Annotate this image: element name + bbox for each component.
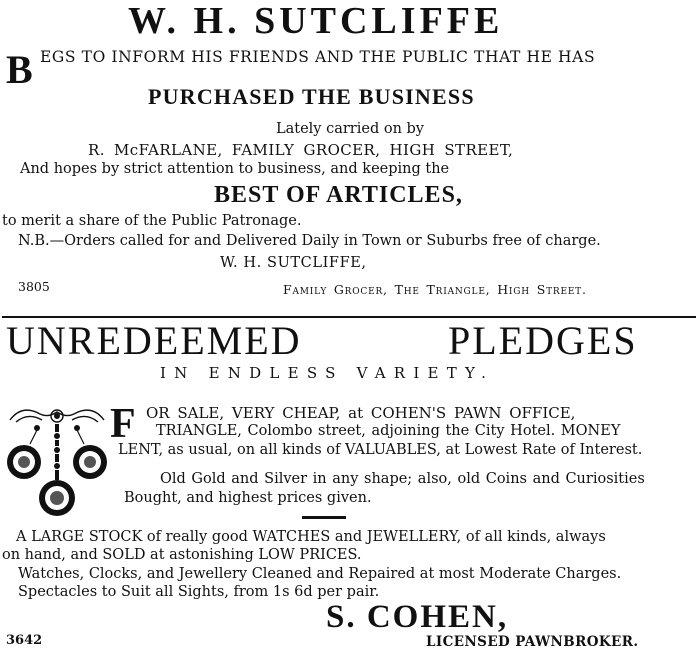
purchased-headline: PURCHASED THE BUSINESS: [148, 84, 475, 109]
intro-line: EGS TO INFORM HIS FRIENDS AND THE PUBLIC THAT HE HAS: [40, 48, 596, 66]
for-sale-line-2: TRIANGLE, Colombo street, adjoining the City Hotel. MONEY: [156, 423, 621, 439]
pledges-heading: PLEDGES: [448, 318, 638, 363]
previous-owner-line: R. McFARLANE, FAMILY GROCER, HIGH STREET,: [88, 141, 514, 159]
short-divider: [302, 516, 346, 519]
merit-line: to merit a share of the Public Patronage.: [2, 213, 302, 229]
licensed-pawnbroker-title: LICENSED PAWNBROKER.: [426, 634, 639, 650]
best-of-articles: BEST OF ARTICLES,: [214, 182, 463, 208]
old-gold-line-1: Old Gold and Silver in any shape; also, old Coins and Curiosities: [160, 471, 645, 487]
old-gold-line-2: Bought, and highest prices given.: [124, 490, 372, 506]
large-stock-line-1: A LARGE STOCK of really good WATCHES and JEWELLERY, of all kinds, always: [16, 529, 606, 545]
ad2-reference-number: 3642: [6, 633, 43, 648]
repairs-line: Watches, Clocks, and Jewellery Cleaned and Repaired at most Moderate Charges.: [18, 566, 622, 582]
endless-variety-line: IN ENDLESS VARIETY.: [160, 364, 495, 382]
spectacles-line: Spectacles to Suit all Sights, from 1s 6d per pair.: [18, 584, 380, 600]
sutcliffe-address: Family Grocer, The Triangle, High Street.: [283, 282, 587, 297]
drop-cap-f: F: [110, 401, 136, 447]
unredeemed-heading: UNREDEEMED: [6, 318, 302, 363]
sutcliffe-signature: W. H. SUTCLIFFE,: [220, 255, 367, 271]
lately-line: Lately carried on by: [275, 121, 424, 137]
jewellery-ornament-icon: [2, 400, 112, 520]
sutcliffe-heading: W. H. SUTCLIFFE: [128, 0, 504, 42]
for-sale-line-3: LENT, as usual, on all kinds of VALUABLES, at Lowest Rate of Interest.: [118, 442, 643, 458]
drop-cap-b: B: [6, 47, 33, 92]
nb-line: N.B.—Orders called for and Delivered Daily in Town or Suburbs free of charge.: [18, 233, 601, 249]
large-stock-line-2: on hand, and SOLD at astonishing LOW PRICES.: [2, 547, 362, 563]
ad1-reference-number: 3805: [18, 279, 50, 294]
cohen-signature: S. COHEN,: [326, 599, 509, 635]
hopes-line: And hopes by strict attention to business, and keeping the: [20, 161, 450, 177]
for-sale-line-1: OR SALE, VERY CHEAP, at COHEN'S PAWN OFFICE,: [146, 404, 576, 422]
